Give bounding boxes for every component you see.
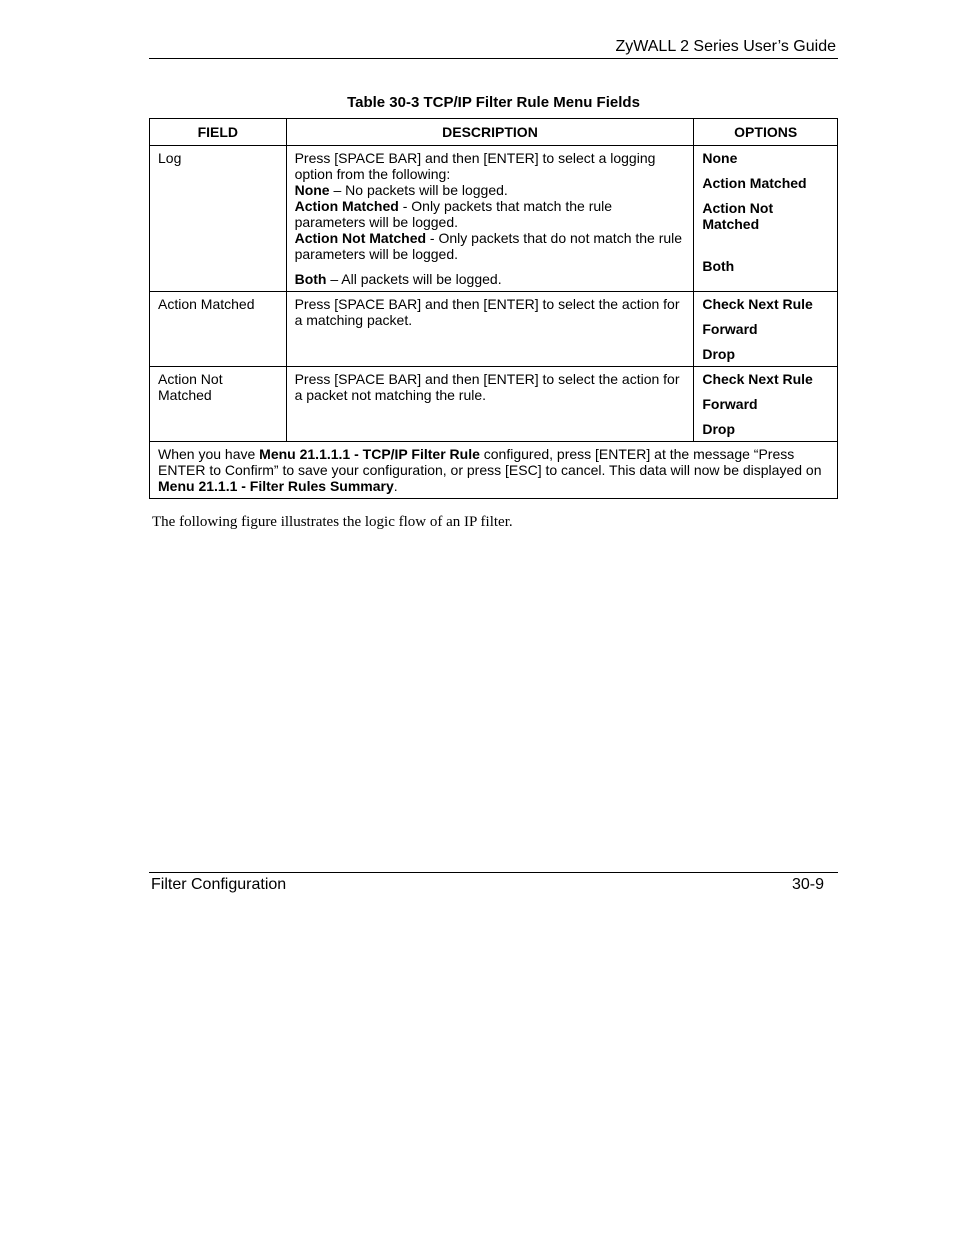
running-header-title: ZyWALL 2 Series User’s Guide	[615, 38, 836, 55]
log-am-label: Action Matched	[294, 198, 399, 214]
table-row-action-not-matched	[150, 367, 838, 442]
option-item: None	[702, 150, 738, 166]
log-am-text: - Only packets that match the rule parameters will be logged.	[294, 198, 613, 230]
log-anm-label: Action Not Matched	[294, 230, 427, 246]
log-none-text: – No packets will be logged.	[329, 182, 508, 198]
footnote-menu-filter-rule: Menu 21.1.1.1 - TCP/IP Filter Rule	[259, 446, 480, 462]
log-none-line	[295, 182, 686, 198]
description-cell: Press [SPACE BAR] and then [ENTER] to select the action for a matching packet.	[286, 292, 694, 367]
option-item: Drop	[702, 346, 736, 362]
option-item: Forward	[702, 321, 758, 337]
footnote-cell	[150, 442, 838, 499]
column-header-description: DESCRIPTION	[286, 119, 694, 146]
options-cell	[694, 146, 838, 292]
footnote-text-2: configured, press [ENTER] at the message “Press ENTER to Confirm” to save your configuration, or press [ESC] to cancel. This data will now be displayed on	[158, 446, 822, 478]
option-item: Action Not Matched	[702, 200, 774, 232]
footer-divider	[149, 872, 838, 873]
table-footnote-row	[150, 442, 838, 499]
column-header-options: OPTIONS	[694, 119, 838, 146]
option-item: Action Matched	[702, 175, 807, 191]
table-row-log	[150, 146, 838, 292]
table-caption: Table 30-3 TCP/IP Filter Rule Menu Fields	[347, 94, 640, 111]
footnote-text-3: .	[393, 478, 398, 494]
footer-page-number: 30-9	[791, 876, 824, 893]
spacer	[295, 262, 686, 271]
table-row-action-matched	[150, 292, 838, 367]
footer-section-title: Filter Configuration	[151, 876, 287, 893]
column-header-field: FIELD	[150, 119, 287, 146]
field-cell: Log	[150, 146, 287, 292]
log-anm-text: - Only packets that do not match the rule parameters will be logged.	[294, 230, 683, 262]
description-cell	[286, 146, 694, 292]
filter-rule-fields-table	[149, 118, 838, 499]
options-cell	[694, 367, 838, 442]
table-header-row	[150, 119, 838, 146]
option-item: Forward	[702, 396, 758, 412]
field-cell: Action Matched	[150, 292, 287, 367]
description-cell: Press [SPACE BAR] and then [ENTER] to select the action for a packet not matching the rule.	[286, 367, 694, 442]
option-item: Check Next Rule	[702, 296, 813, 312]
log-anm-line	[295, 230, 686, 262]
options-cell	[694, 292, 838, 367]
footnote-menu-filter-rules-summary: Menu 21.1.1 - Filter Rules Summary	[158, 478, 394, 494]
option-item: Both	[702, 258, 735, 274]
log-intro-text: Press [SPACE BAR] and then [ENTER] to select a logging option from the following:	[294, 150, 656, 182]
body-paragraph: The following figure illustrates the logic flow of an IP filter.	[152, 514, 513, 530]
log-both-line	[295, 271, 686, 287]
header-divider	[149, 58, 838, 59]
log-am-line	[295, 198, 686, 230]
option-item: Drop	[702, 421, 736, 437]
footnote-text-1: When you have	[158, 446, 260, 462]
log-none-label: None	[294, 182, 330, 198]
field-cell: Action Not Matched	[150, 367, 287, 442]
log-both-label: Both	[294, 271, 327, 287]
option-item: Check Next Rule	[702, 371, 813, 387]
log-both-text: – All packets will be logged.	[326, 271, 502, 287]
